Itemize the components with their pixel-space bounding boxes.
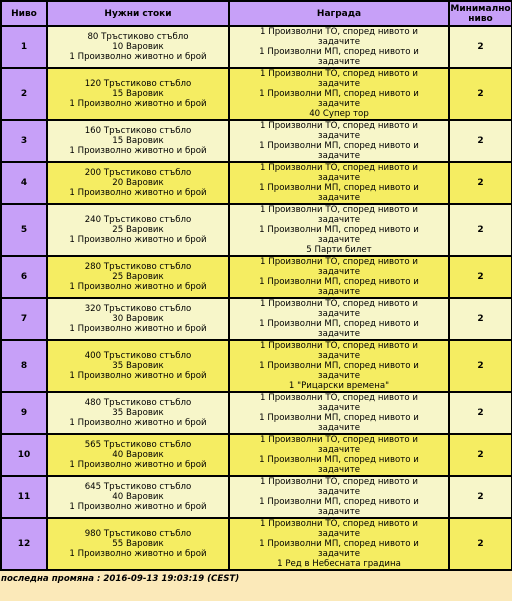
reward-line: 1 Произволни ТО, според нивото и задачите — [260, 393, 418, 413]
goods-line: 1 Произволно животно и брой — [69, 418, 207, 428]
goods-line: 15 Варовик — [112, 89, 164, 99]
reward-cell — [229, 256, 449, 298]
goods-line: 1 Произволно животно и брой — [69, 371, 207, 381]
goods-line: 565 Тръстиково стъбло — [84, 440, 192, 450]
goods-cell — [47, 298, 229, 340]
table-row — [1, 256, 512, 298]
goods-line: 25 Варовик — [112, 272, 164, 282]
reward-line: 1 Произволни МП, според нивото и задачите — [259, 277, 419, 297]
goods-line: 645 Тръстиково стъбло — [84, 482, 192, 492]
goods-line: 240 Тръстиково стъбло — [84, 215, 192, 225]
reward-cell — [229, 68, 449, 120]
min-level-cell: 2 — [449, 162, 512, 204]
min-level-cell: 2 — [449, 298, 512, 340]
reward-cell — [229, 204, 449, 256]
table-row — [1, 476, 512, 518]
reward-line: 1 Произволни МП, според нивото и задачите — [259, 183, 419, 203]
reward-line: 1 Произволни ТО, според нивото и задачите — [260, 27, 418, 47]
reward-line: 1 Произволни МП, според нивото и задачите — [259, 89, 419, 109]
reward-line: 1 Произволни ТО, според нивото и задачите — [260, 299, 418, 319]
reward-line: 1 Произволни МП, според нивото и задачите — [259, 319, 419, 339]
reward-line: 1 Произволни ТО, според нивото и задачите — [260, 205, 418, 225]
reward-line: 1 Произволни ТО, според нивото и задачите — [260, 341, 418, 361]
level-cell: 2 — [1, 68, 47, 120]
goods-line: 980 Тръстиково стъбло — [84, 529, 192, 539]
table-row — [1, 120, 512, 162]
goods-line: 280 Тръстиково стъбло — [84, 262, 192, 272]
reward-line: 1 Ред в Небесната градина — [277, 559, 401, 569]
header-level: Ниво — [1, 1, 47, 26]
reward-line: 1 Произволни ТО, според нивото и задачите — [260, 163, 418, 183]
reward-cell — [229, 26, 449, 68]
reward-line: 1 Произволни МП, според нивото и задачите — [259, 141, 419, 161]
reward-line: 1 Произволни ТО, според нивото и задачите — [260, 257, 418, 277]
level-cell: 9 — [1, 392, 47, 434]
reward-line: 1 Произволни МП, според нивото и задачите — [259, 497, 419, 517]
table-row — [1, 340, 512, 392]
goods-cell — [47, 340, 229, 392]
goods-line: 35 Варовик — [112, 408, 164, 418]
goods-line: 35 Варовик — [112, 361, 164, 371]
goods-line: 1 Произволно животно и брой — [69, 146, 207, 156]
table-row — [1, 162, 512, 204]
level-cell: 1 — [1, 26, 47, 68]
table-row — [1, 392, 512, 434]
goods-cell — [47, 26, 229, 68]
level-cell: 7 — [1, 298, 47, 340]
min-level-cell: 2 — [449, 120, 512, 162]
reward-cell — [229, 476, 449, 518]
min-level-cell: 2 — [449, 434, 512, 476]
goods-line: 1 Произволно животно и брой — [69, 188, 207, 198]
reward-line: 1 Произволни ТО, според нивото и задачите — [260, 519, 418, 539]
header-reward: Награда — [229, 1, 449, 26]
goods-cell — [47, 518, 229, 570]
table-row — [1, 204, 512, 256]
goods-line: 1 Произволно животно и брой — [69, 502, 207, 512]
reward-line: 1 Произволни МП, според нивото и задачите — [259, 455, 419, 475]
reward-line: 1 Произволни ТО, според нивото и задачите — [260, 435, 418, 455]
goods-cell — [47, 256, 229, 298]
goods-cell — [47, 392, 229, 434]
goods-line: 1 Произволно животно и брой — [69, 99, 207, 109]
table-row — [1, 518, 512, 570]
reward-line: 1 Произволни ТО, според нивото и задачите — [260, 121, 418, 141]
goods-cell — [47, 476, 229, 518]
min-level-cell: 2 — [449, 340, 512, 392]
reward-line: 1 Произволни МП, според нивото и задачите — [259, 361, 419, 381]
level-cell: 4 — [1, 162, 47, 204]
goods-line: 55 Варовик — [112, 539, 164, 549]
level-cell: 8 — [1, 340, 47, 392]
min-level-cell: 2 — [449, 476, 512, 518]
reward-cell — [229, 518, 449, 570]
goods-line: 20 Варовик — [112, 178, 164, 188]
min-level-cell: 2 — [449, 68, 512, 120]
reward-cell — [229, 434, 449, 476]
goods-line: 10 Варовик — [112, 42, 164, 52]
reward-line: 1 "Рицарски времена" — [288, 381, 390, 391]
goods-cell — [47, 434, 229, 476]
goods-line: 1 Произволно животно и брой — [69, 549, 207, 559]
goods-cell — [47, 120, 229, 162]
level-cell: 10 — [1, 434, 47, 476]
level-cell: 12 — [1, 518, 47, 570]
goods-line: 30 Варовик — [112, 314, 164, 324]
goods-line: 120 Тръстиково стъбло — [84, 79, 192, 89]
header-goods: Нужни стоки — [47, 1, 229, 26]
goods-line: 1 Произволно животно и брой — [69, 324, 207, 334]
goods-line: 200 Тръстиково стъбло — [84, 168, 192, 178]
level-cell: 5 — [1, 204, 47, 256]
goods-line: 1 Произволно животно и брой — [69, 460, 207, 470]
goods-line: 15 Варовик — [112, 136, 164, 146]
reward-cell — [229, 298, 449, 340]
reward-line: 1 Произволни МП, според нивото и задачите — [259, 47, 419, 67]
goods-line: 1 Произволно животно и брой — [69, 235, 207, 245]
table-row — [1, 434, 512, 476]
goods-line: 160 Тръстиково стъбло — [84, 126, 192, 136]
goods-line: 40 Варовик — [112, 450, 164, 460]
goods-line: 40 Варовик — [112, 492, 164, 502]
reward-line: 1 Произволни МП, според нивото и задачите — [259, 539, 419, 559]
goods-cell — [47, 68, 229, 120]
goods-line: 25 Варовик — [112, 225, 164, 235]
min-level-cell: 2 — [449, 392, 512, 434]
header-row — [1, 1, 512, 26]
goods-line: 80 Тръстиково стъбло — [87, 32, 189, 42]
level-cell: 11 — [1, 476, 47, 518]
last-modified: последна промяна : 2016-09-13 19:03:19 (CEST) — [1, 574, 240, 584]
reward-cell — [229, 120, 449, 162]
level-cell: 6 — [1, 256, 47, 298]
reward-cell — [229, 340, 449, 392]
min-level-cell: 2 — [449, 256, 512, 298]
min-level-cell: 2 — [449, 518, 512, 570]
table-row — [1, 26, 512, 68]
goods-cell — [47, 204, 229, 256]
reward-line: 5 Парти билет — [306, 245, 372, 255]
goods-line: 1 Произволно животно и брой — [69, 282, 207, 292]
reward-line: 1 Произволни МП, според нивото и задачите — [259, 225, 419, 245]
goods-line: 320 Тръстиково стъбло — [84, 304, 192, 314]
level-cell: 3 — [1, 120, 47, 162]
table-row — [1, 298, 512, 340]
goods-cell — [47, 162, 229, 204]
reward-line: 1 Произволни ТО, според нивото и задачите — [260, 477, 418, 497]
reward-cell — [229, 392, 449, 434]
goods-line: 400 Тръстиково стъбло — [84, 351, 192, 361]
reward-line: 1 Произволни ТО, според нивото и задачите — [260, 69, 418, 89]
reward-line: 1 Произволни МП, според нивото и задачите — [259, 413, 419, 433]
reward-line: 40 Супер тор — [309, 109, 369, 119]
min-level-cell: 2 — [449, 204, 512, 256]
goods-line: 480 Тръстиково стъбло — [84, 398, 192, 408]
goods-line: 1 Произволно животно и брой — [69, 52, 207, 62]
reward-cell — [229, 162, 449, 204]
header-min-level: Минимално ниво — [449, 1, 512, 26]
min-level-cell: 2 — [449, 26, 512, 68]
table-row — [1, 68, 512, 120]
